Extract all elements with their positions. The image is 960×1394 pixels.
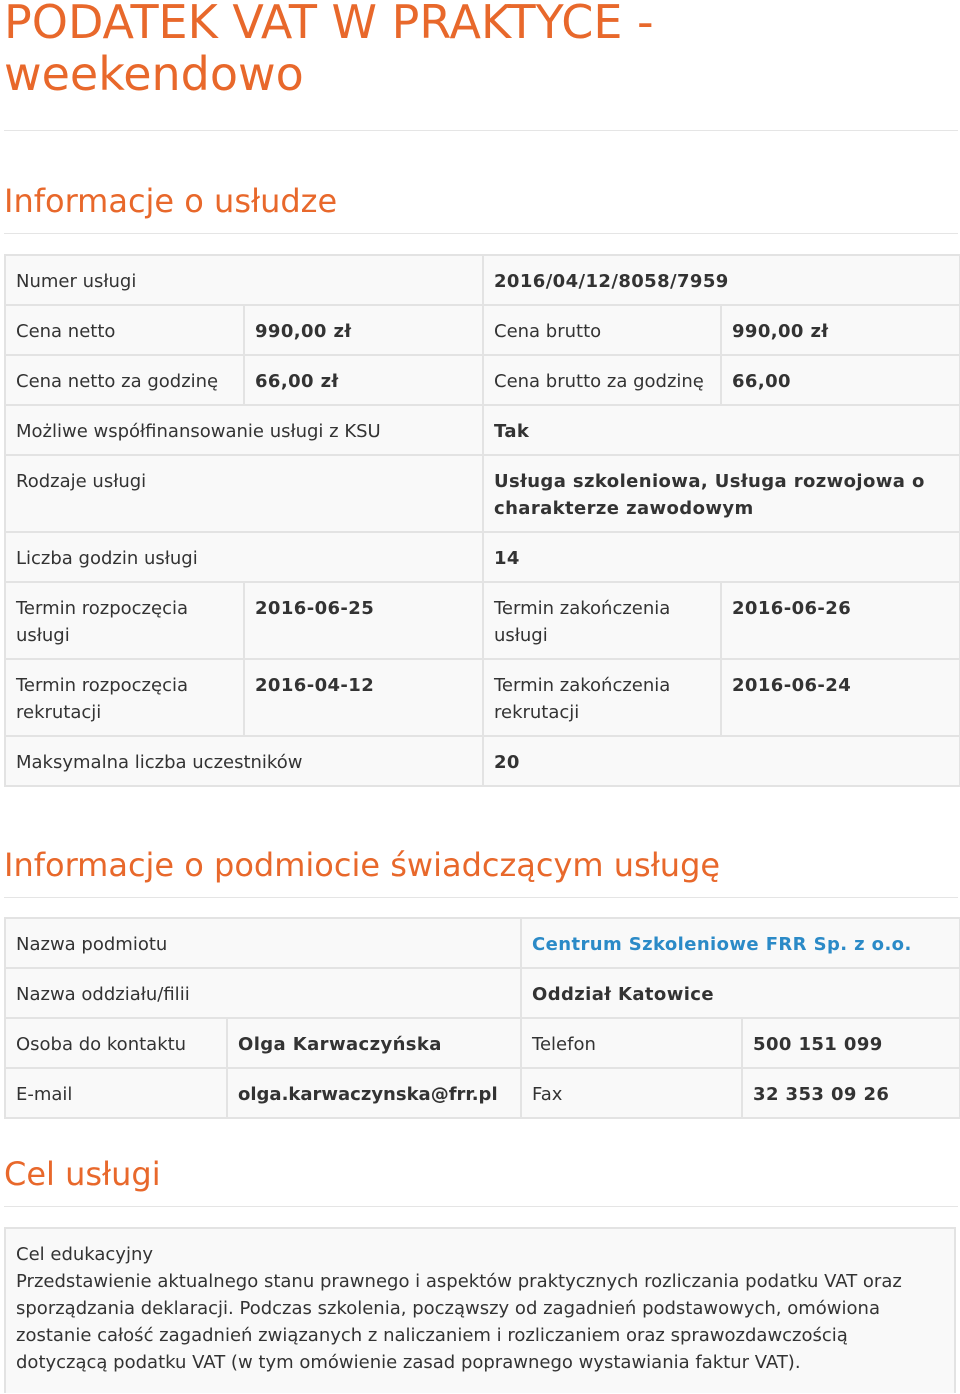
contact-person-value: Olga Karwaczyńska [227,1018,521,1068]
table-row [5,355,960,405]
section-title-service-goal: Cel usługi [4,1155,161,1193]
recruitment-start-label: Termin rozpoczęcia rekrutacji [5,659,244,736]
fax-value: 32 353 09 26 [742,1068,960,1118]
gross-price-hour-label: Cena brutto za godzinę [483,355,721,405]
recruitment-end-label: Termin zakończenia rekrutacji [483,659,721,736]
gross-price-hour-value: 66,00 [721,355,960,405]
service-number-value: 2016/04/12/8058/7959 [483,255,960,305]
goal-label: Cel edukacyjny [16,1244,154,1265]
max-participants-label: Maksymalna liczba uczestników [5,736,483,786]
fax-label: Fax [521,1068,742,1118]
service-start-label: Termin rozpoczęcia usługi [5,582,244,659]
contact-person-label: Osoba do kontaktu [5,1018,227,1068]
hours-label: Liczba godzin usługi [5,532,483,582]
table-row [5,255,960,305]
entity-name-link[interactable]: Centrum Szkoleniowe FRR Sp. z o.o. [521,918,960,968]
table-row [5,736,960,786]
table-row [5,659,960,736]
service-number-label: Numer usługi [5,255,483,305]
recruitment-start-value: 2016-04-12 [244,659,483,736]
entity-name-label: Nazwa podmiotu [5,918,521,968]
table-row [5,455,960,532]
service-end-value: 2016-06-26 [721,582,960,659]
service-types-label: Rodzaje usługi [5,455,483,532]
section-divider-service-goal [4,1206,958,1207]
service-types-value: Usługa szkoleniowa, Usługa rozwojowa o charakterze zawodowym [483,455,960,532]
table-row [5,532,960,582]
gross-price-label: Cena brutto [483,305,721,355]
service-end-label: Termin zakończenia usługi [483,582,721,659]
branch-name-label: Nazwa oddziału/filii [5,968,521,1018]
gross-price-value: 990,00 zł [721,305,960,355]
table-row [5,1018,960,1068]
recruitment-end-value: 2016-06-24 [721,659,960,736]
service-info-table [4,254,960,787]
max-participants-value: 20 [483,736,960,786]
net-price-hour-label: Cena netto za godzinę [5,355,244,405]
table-row [5,405,960,455]
service-start-value: 2016-06-25 [244,582,483,659]
phone-value: 500 151 099 [742,1018,960,1068]
co-financing-value: Tak [483,405,960,455]
section-title-service-info: Informacje o usłudze [4,182,338,220]
title-divider [4,130,958,131]
goal-text: Przedstawienie aktualnego stanu prawnego i aspektów praktycznych rozliczania podatku VAT oraz sporządzania deklaracji. Podczas szkolenia, począwszy od zagadnień podstawowych, omówiona zostanie całość zagadnień związanych z naliczaniem i rozliczaniem oraz sprawozdawczością dotyczącą podatku VAT (w tym omówienie zasad poprawnego wystawiania faktur VAT). [16,1271,902,1373]
service-goal-box [4,1227,956,1393]
provider-info-table [4,917,960,1119]
table-row [5,1068,960,1118]
section-divider-service-info [4,233,958,234]
table-row [5,582,960,659]
table-row [5,968,960,1018]
email-value: olga.karwaczynska@frr.pl [227,1068,521,1118]
section-divider-provider-info [4,897,958,898]
section-title-provider-info: Informacje o podmiocie świadczącym usługę [4,846,721,884]
net-price-label: Cena netto [5,305,244,355]
co-financing-label: Możliwe współfinansowanie usługi z KSU [5,405,483,455]
table-row [5,918,960,968]
hours-value: 14 [483,532,960,582]
net-price-hour-value: 66,00 zł [244,355,483,405]
table-row [5,305,960,355]
email-label: E-mail [5,1068,227,1118]
branch-name-value: Oddział Katowice [521,968,960,1018]
net-price-value: 990,00 zł [244,305,483,355]
page-title: PODATEK VAT W PRAKTYCE - weekendowo [4,0,654,101]
phone-label: Telefon [521,1018,742,1068]
